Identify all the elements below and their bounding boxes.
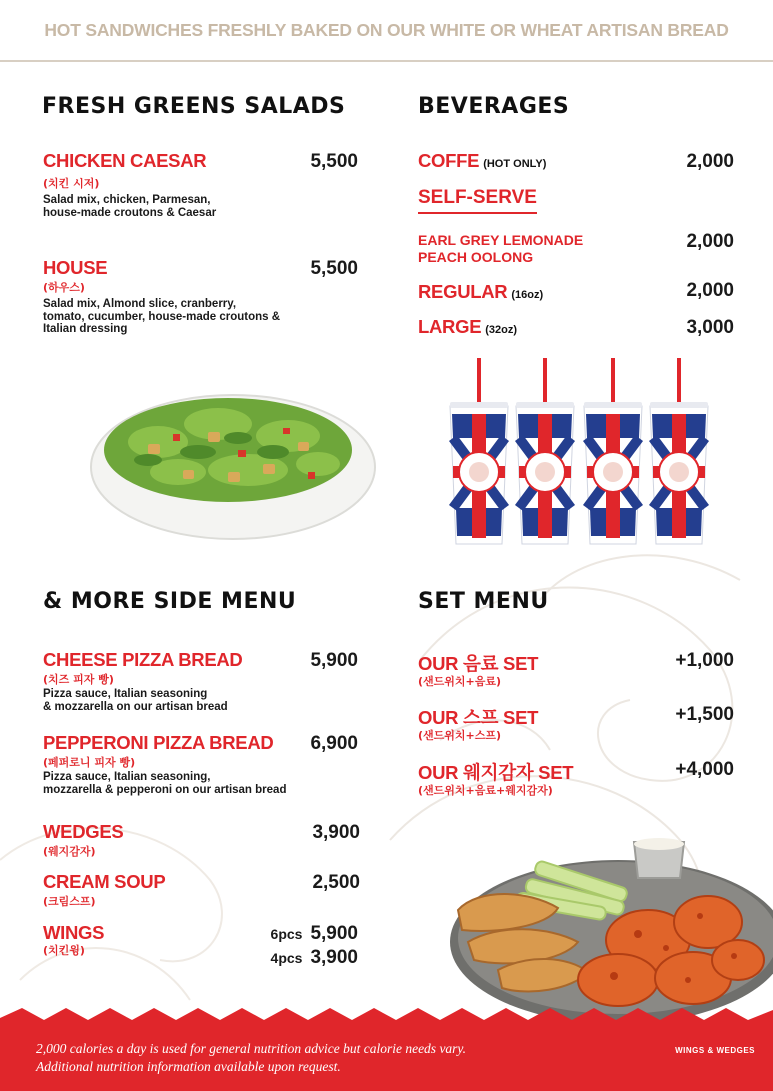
set-menu-title: SET MENU	[418, 589, 549, 614]
house-salad-price: 5,500	[310, 258, 358, 279]
drink-cups-image	[446, 358, 716, 550]
cheese-pizza-bread-price: 5,900	[310, 650, 358, 671]
side-menu-title: & MORE SIDE MENU	[43, 589, 297, 614]
tea-price: 2,000	[686, 231, 734, 252]
wings-6pcs-value: 5,900	[310, 923, 358, 944]
wedges-korean: (웨지감자)	[43, 845, 96, 858]
salads-title: FRESH GREENS SALADS	[42, 94, 346, 119]
beverages-title: BEVERAGES	[418, 94, 570, 119]
wings-6pcs-price	[240, 923, 358, 945]
cheese-pizza-bread-korean: (치즈 피자 빵)	[43, 673, 114, 686]
tea-names: EARL GREY LEMONADE PEACH OOLONG	[418, 232, 584, 265]
coffee-price: 2,000	[686, 151, 734, 172]
wings-6pcs-qty: 6pcs	[270, 926, 303, 942]
house-salad-korean: (하우스)	[43, 281, 85, 294]
wedges-set-korean: (샌드위치+음료+웨지감자)	[418, 784, 553, 797]
wings-4pcs-value: 3,900	[310, 947, 358, 968]
coffee-name	[418, 150, 546, 172]
salad-bowl-image	[88, 372, 378, 552]
footer-zigzag-border	[0, 1008, 773, 1030]
cheese-pizza-bread-name: CHEESE PIZZA BREAD	[43, 649, 243, 670]
chicken-caesar-korean: (치킨 시저)	[43, 177, 100, 190]
cheese-pizza-bread-desc: Pizza sauce, Italian seasoning & mozzarella on our artisan bread	[43, 688, 228, 713]
wings-and-wedges-image	[438, 830, 773, 1030]
regular-size-name	[418, 281, 543, 303]
cream-soup-korean: (크림스프)	[43, 895, 96, 908]
chicken-caesar-desc: Salad mix, chicken, Parmesan, house-made croutons & Caesar	[43, 194, 217, 219]
self-serve-heading: SELF-SERVE	[418, 187, 537, 214]
large-price: 3,000	[686, 317, 734, 338]
wedges-name: WEDGES	[43, 821, 124, 842]
drink-set-price: +1,000	[675, 650, 734, 671]
regular-label: REGULAR	[418, 281, 508, 302]
footer-tag: WINGS & WEDGES	[675, 1046, 755, 1055]
wedges-set-price: +4,000	[675, 759, 734, 780]
chicken-caesar-price: 5,500	[310, 151, 358, 172]
background-ornament-left	[0, 800, 260, 1020]
wedges-price: 3,900	[312, 822, 360, 843]
wedges-set-name: OUR 웨지감자 SET	[418, 762, 574, 783]
regular-price: 2,000	[686, 280, 734, 301]
banner-text: HOT SANDWICHES FRESHLY BAKED ON OUR WHITE OR WHEAT ARTISAN BREAD	[44, 19, 729, 40]
wings-4pcs-price	[240, 947, 358, 969]
pepperoni-pizza-bread-korean: (페퍼로니 피자 빵)	[43, 756, 136, 769]
coffee-note: (HOT ONLY)	[483, 158, 547, 170]
soup-set-korean: (샌드위치+스프)	[418, 729, 502, 742]
wings-4pcs-qty: 4pcs	[270, 950, 303, 966]
coffee-label: COFFE	[418, 150, 480, 171]
wings-korean: (치킨윙)	[43, 944, 85, 957]
top-banner	[0, 0, 773, 62]
large-note: (32oz)	[485, 324, 518, 336]
wings-name: WINGS	[43, 922, 105, 943]
regular-note: (16oz)	[511, 289, 544, 301]
pepperoni-pizza-bread-desc: Pizza sauce, Italian seasoning, mozzarella & pepperoni on our artisan bread	[43, 771, 287, 796]
soup-set-name: OUR 스프 SET	[418, 707, 539, 728]
house-salad-desc: Salad mix, Almond slice, cranberry, tomato, cucumber, house-made croutons & Italian dressing	[43, 298, 281, 335]
cream-soup-name: CREAM SOUP	[43, 871, 166, 892]
drink-set-name: OUR 음료 SET	[418, 653, 539, 674]
pepperoni-pizza-bread-name: PEPPERONI PIZZA BREAD	[43, 732, 274, 753]
chicken-caesar-name: CHICKEN CAESAR	[43, 150, 207, 171]
calorie-note: 2,000 calories a day is used for general nutrition advice but calorie needs vary. Additional nutrition information available upon request.	[36, 1041, 467, 1074]
house-salad-name: HOUSE	[43, 257, 108, 278]
drink-set-korean: (샌드위치+음료)	[418, 675, 502, 688]
pepperoni-pizza-bread-price: 6,900	[310, 733, 358, 754]
large-label: LARGE	[418, 316, 482, 337]
cream-soup-price: 2,500	[312, 872, 360, 893]
soup-set-price: +1,500	[675, 704, 734, 725]
large-size-name	[418, 316, 517, 338]
